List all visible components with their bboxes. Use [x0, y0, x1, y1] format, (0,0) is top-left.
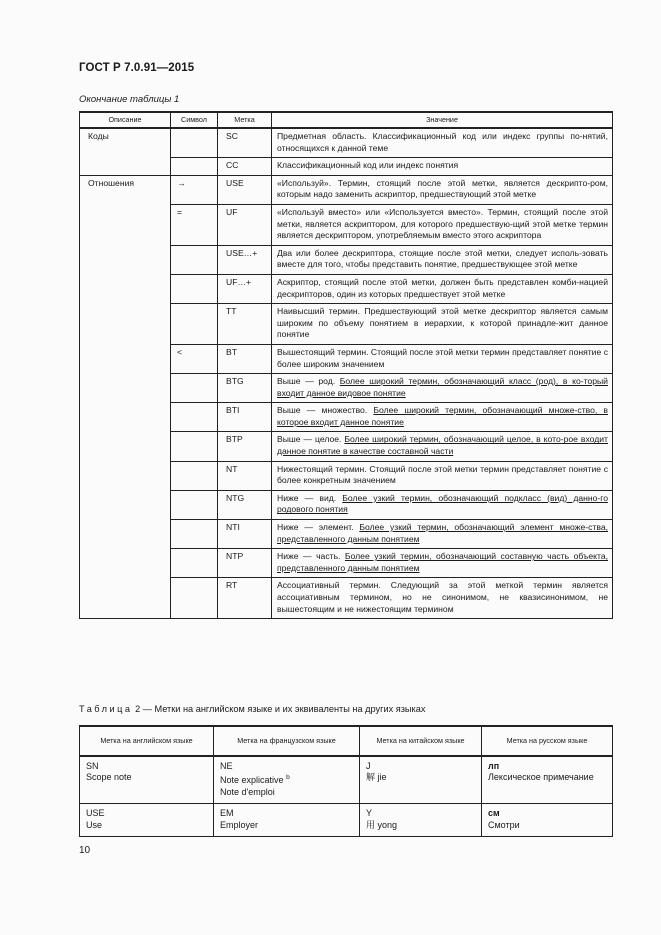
table-row	[80, 175, 613, 204]
table2	[79, 725, 613, 837]
symbol-cell	[171, 520, 218, 549]
col-french: Метка на французском языке	[214, 726, 360, 756]
meaning-cell	[272, 520, 613, 549]
symbol-cell	[171, 158, 218, 176]
label-cell: NT	[218, 461, 272, 490]
symbol-cell	[171, 578, 218, 619]
meaning-plain: Выше — род.	[277, 376, 340, 387]
table2-caption-label: Таблица	[79, 704, 133, 714]
label-cell: USE	[218, 175, 272, 204]
label-cell: BT	[218, 344, 272, 373]
chinese-code: J	[366, 761, 371, 771]
symbol-cell	[171, 245, 218, 274]
meaning-cell: Ассоциативный термин. Следующий за этой меткой термин является ассоциативным термином, но не синонимом, не квазисинонимом, не вышестоящим и не нижестоящим термином	[272, 578, 613, 619]
chinese-name: 解 jie	[366, 772, 387, 783]
english-code: USE	[86, 808, 105, 819]
meaning-cell: Наивысший термин. Предшествующий этой метке дескриптор является самым широким по объему понятием в иерархии, к которой принадле-жит данное понятие	[272, 304, 613, 345]
group-relations: Отношения	[80, 175, 171, 618]
symbol-arrow: →	[171, 175, 218, 204]
label-cell: BTP	[218, 432, 272, 461]
russian-cell	[482, 804, 613, 837]
label-cell: UF…+	[218, 274, 272, 303]
russian-name: Смотри	[488, 819, 520, 830]
table-row	[80, 756, 613, 804]
meaning-cell	[272, 374, 613, 403]
table1-caption: Окончание таблицы 1	[79, 94, 180, 105]
meaning-cell: «Используй». Термин, стоящий после этой метки, является дескрипто-ром, которым надо заменить аскриптор, предшествующий этой метке	[272, 175, 613, 204]
symbol-cell	[171, 274, 218, 303]
meaning-underlined: Более узкий термин, обозначающий подкласс (вид) данно-го родового понятия	[277, 492, 609, 515]
french-code: NE	[220, 761, 233, 771]
table2-caption	[79, 704, 425, 714]
col-russian: Метка на русском языке	[482, 726, 613, 756]
meaning-underlined: Более узкий термин, обозначающий составную часть объекта, представленного данным понятием	[277, 551, 608, 573]
english-name: Scope note	[86, 772, 132, 783]
meaning-plain: Ниже — элемент.	[277, 522, 360, 533]
meaning-underlined: Более широкий термин, обозначающий целое, в кото-рое входит данное понятие в качестве составной части	[277, 434, 608, 457]
meaning-cell	[272, 490, 613, 519]
meaning-underlined: Более широкий термин, обозначающий класс (род), в ко-торый входит данное видовое понятие	[277, 376, 608, 398]
meaning-plain: Ниже — вид.	[277, 492, 343, 503]
meaning-cell: Аскриптор, стоящий после этой метки, должен быть представлен комби-нацией дескрипторов, один из которых предшествует этой метке	[272, 274, 613, 303]
label-cell: TT	[218, 304, 272, 345]
table-row	[80, 128, 613, 158]
table1-header-row	[80, 112, 613, 128]
label-cell: NTI	[218, 520, 272, 549]
russian-name: Лексическое примечание	[488, 772, 594, 783]
russian-code: см	[488, 808, 500, 819]
symbol-cell	[171, 490, 218, 519]
chinese-cell	[360, 804, 482, 837]
meaning-cell: Два или более дескриптора, стоящие после этой метки, следует исполь-зовать вместе для того, чтобы представить понятие, предшествующее этой метке	[272, 245, 613, 274]
russian-code: лп	[488, 761, 500, 771]
symbol-less: <	[171, 344, 218, 373]
col-label: Метка	[218, 112, 272, 128]
symbol-cell	[171, 304, 218, 345]
group-codes: Коды	[80, 128, 171, 175]
symbol-cell	[171, 374, 218, 403]
english-cell	[80, 756, 214, 804]
symbol-cell	[171, 461, 218, 490]
meaning-cell: «Используй вместо» или «Используется вместо». Термин, стоящий после этой метки, является аскриптором, для которого предшествую-щий этой метке термин является дескриптором, употребляемым вместо этого аскриптора	[272, 204, 613, 245]
french-cell	[214, 756, 360, 804]
french-name-2: Note d'emploi	[220, 786, 275, 797]
french-name: Employer	[220, 819, 259, 830]
page-number: 10	[79, 845, 91, 856]
english-cell	[80, 804, 214, 837]
label-cell: SC	[218, 128, 272, 158]
french-name-text: Note explicative	[220, 775, 284, 786]
document-header: ГОСТ Р 7.0.91—2015	[79, 62, 195, 74]
russian-cell	[482, 756, 613, 804]
footnote-mark: b	[286, 774, 290, 782]
meaning-underlined: Более узкий термин, обозначающий элемент множе-ства, представленного данным понятием	[277, 522, 608, 544]
symbol-cell	[171, 432, 218, 461]
meaning-plain: Выше — множество.	[277, 405, 374, 416]
meaning-cell: Вышестоящий термин. Стоящий после этой метки термин представляет понятие с более широким значением	[272, 344, 613, 373]
label-cell: NTP	[218, 549, 272, 578]
english-name: Use	[86, 819, 103, 830]
french-name	[220, 772, 355, 786]
chinese-name: 用 yong	[366, 819, 398, 830]
meaning-cell: Нижестоящий термин. Стоящий после этой метки термин представляет понятие с более конкретным значением	[272, 461, 613, 490]
col-english: Метка на английском языке	[80, 726, 214, 756]
symbol-cell	[171, 128, 218, 158]
label-cell: NTG	[218, 490, 272, 519]
table1	[79, 111, 613, 619]
meaning-cell: Предметная область. Классификационный код или индекс группы по-нятий, относящихся к данной теме	[272, 128, 613, 158]
french-code: EM	[220, 808, 234, 819]
label-cell: USE…+	[218, 245, 272, 274]
meaning-cell	[272, 432, 613, 461]
french-cell	[214, 804, 360, 837]
col-chinese: Метка на китайском языке	[360, 726, 482, 756]
table2-caption-text: 2 — Метки на английском языке и их эквиваленты на других языках	[135, 704, 426, 714]
meaning-plain: Ниже — часть.	[277, 551, 345, 562]
col-description: Описание	[80, 112, 171, 128]
symbol-cell	[171, 549, 218, 578]
symbol-equals: =	[171, 204, 218, 245]
meaning-cell	[272, 549, 613, 578]
meaning-underlined: Более широкий термин, обозначающий множе-ство, в которое входит данное понятие	[277, 405, 608, 427]
label-cell: RT	[218, 578, 272, 619]
meaning-cell: Классификационный код или индекс понятия	[272, 158, 613, 176]
label-cell: CC	[218, 158, 272, 176]
table2-header-row	[80, 726, 613, 756]
chinese-cell	[360, 756, 482, 804]
label-cell: BTG	[218, 374, 272, 403]
table-row	[80, 804, 613, 837]
meaning-plain: Выше — целое.	[277, 434, 345, 445]
label-cell: BTI	[218, 403, 272, 432]
symbol-cell	[171, 403, 218, 432]
col-meaning: Значение	[272, 112, 613, 128]
meaning-cell	[272, 403, 613, 432]
chinese-code: Y	[366, 808, 373, 819]
label-cell: UF	[218, 204, 272, 245]
col-symbol: Символ	[171, 112, 218, 128]
english-code: SN	[86, 761, 99, 771]
